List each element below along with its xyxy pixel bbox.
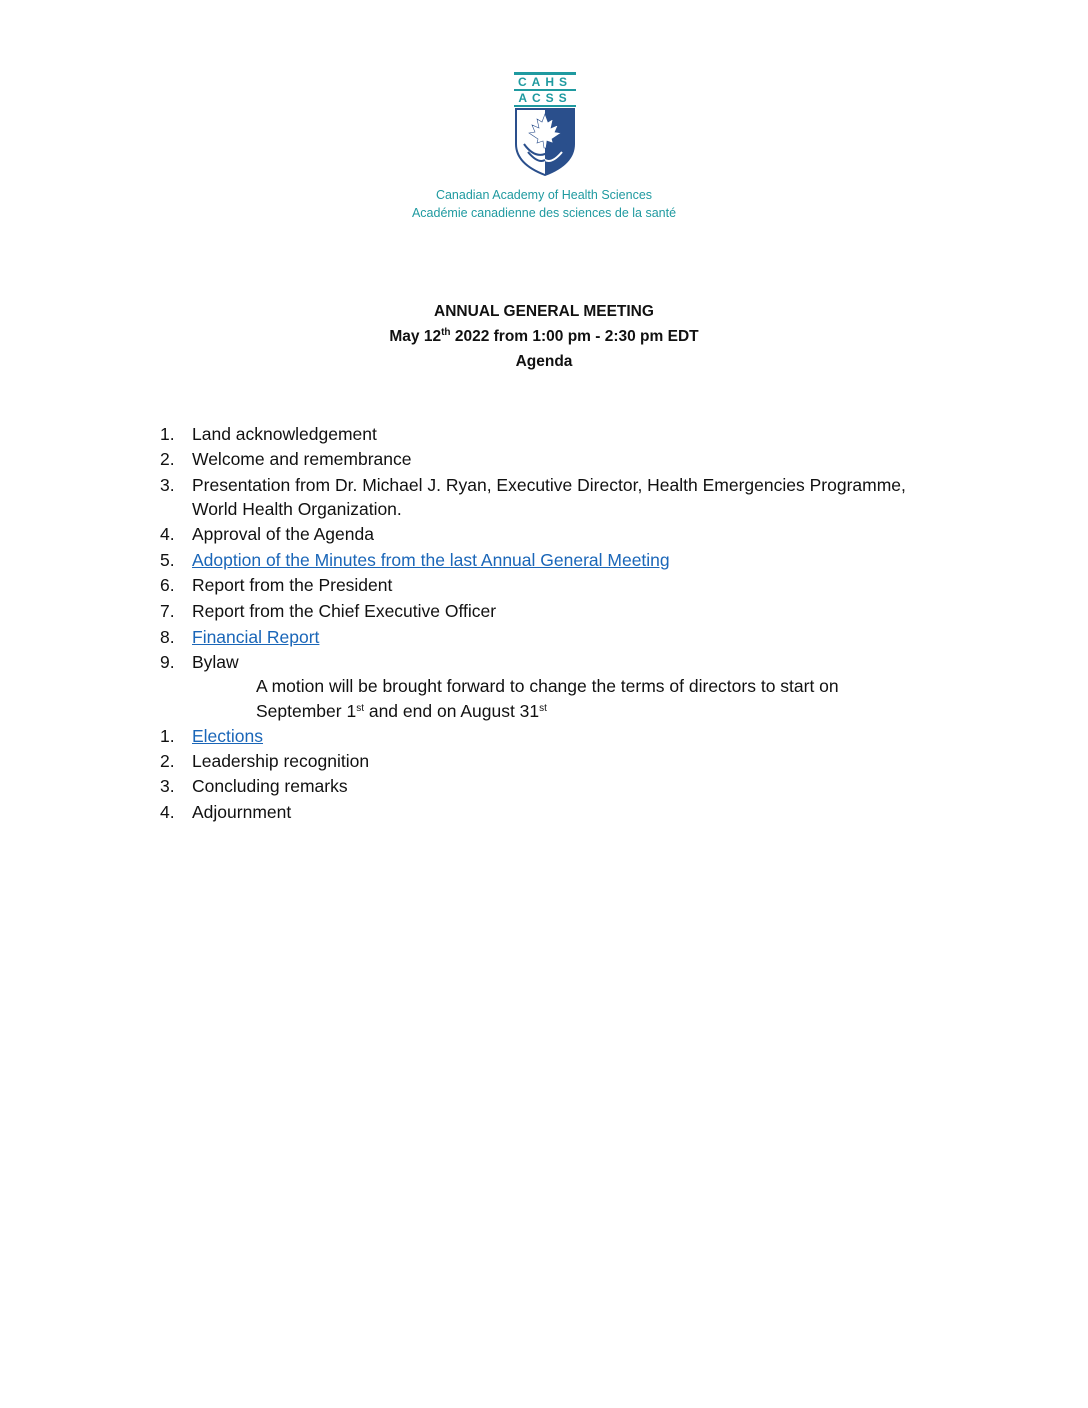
item-number: 4. <box>160 802 175 822</box>
item-number: 5. <box>160 550 175 570</box>
item-text: Concluding remarks <box>192 776 348 796</box>
bylaw-note-line1: A motion will be brought forward to change the terms of directors to start on <box>256 676 839 696</box>
elections-link[interactable]: Elections <box>192 726 264 746</box>
item-number: 3. <box>160 475 175 495</box>
meeting-title: ANNUAL GENERAL MEETING <box>434 303 654 320</box>
item-number: 1. <box>160 726 175 746</box>
item-number: 3. <box>160 776 175 796</box>
bylaw-note-line2 <box>256 698 547 724</box>
item-text: Approval of the Agenda <box>192 524 374 544</box>
item-text: Report from the President <box>192 575 393 595</box>
item-text: Report from the Chief Executive Officer <box>192 601 497 621</box>
agenda-heading: Agenda <box>515 353 573 370</box>
minutes-link[interactable]: Adoption of the Minutes from the last Annual General Meeting <box>192 550 670 570</box>
financial-report-link[interactable]: Financial Report <box>192 627 320 647</box>
item-text-continued: World Health Organization. <box>192 499 402 519</box>
meeting-date <box>0 324 1088 350</box>
item-number: 1. <box>160 424 175 444</box>
item-text: Leadership recognition <box>192 751 370 771</box>
bylaw-start: September 1 <box>256 701 357 721</box>
item-text: Presentation from Dr. Michael J. Ryan, Executive Director, Health Emergencies Programme, <box>192 475 906 495</box>
date-prefix: May 12 <box>389 328 442 345</box>
item-number: 9. <box>160 652 175 672</box>
bylaw-end: and end on August 31 <box>363 701 540 721</box>
org-name-en: Canadian Academy of Health Sciences <box>435 188 653 202</box>
item-number: 8. <box>160 627 175 647</box>
bylaw-start-suffix: st <box>356 703 364 714</box>
item-number: 2. <box>160 751 175 771</box>
org-name-fr: Académie canadienne des sciences de la santé <box>411 206 677 220</box>
logo-top-text: CAHS <box>517 75 573 89</box>
bylaw-end-suffix: st <box>539 703 547 714</box>
item-number: 7. <box>160 601 175 621</box>
timezone: EDT <box>667 328 699 345</box>
item-text: Bylaw <box>192 652 239 672</box>
date-suffix: th <box>441 327 451 338</box>
logo-bottom-text: ACSS <box>518 91 572 105</box>
item-number: 2. <box>160 449 175 469</box>
item-number: 6. <box>160 575 175 595</box>
date-time: 2022 from 1:00 pm - 2:30 pm <box>450 328 668 345</box>
item-text: Welcome and remembrance <box>192 449 412 469</box>
item-text: Adjournment <box>192 802 292 822</box>
cahs-logo <box>514 72 576 176</box>
item-number: 4. <box>160 524 175 544</box>
item-text: Land acknowledgement <box>192 424 377 444</box>
